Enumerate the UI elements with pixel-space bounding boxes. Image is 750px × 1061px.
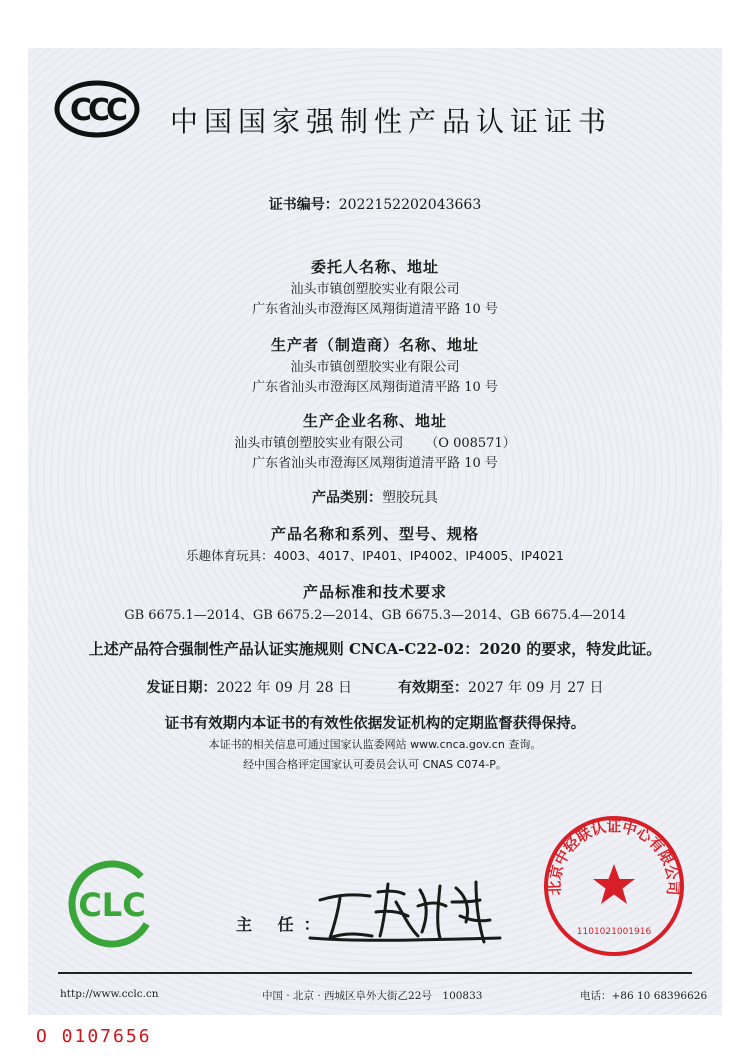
expiry-date-value: 2027 年 09 月 27 日 xyxy=(468,680,604,696)
ccc-logo xyxy=(54,80,140,138)
factory-code: （O 008571） xyxy=(425,436,516,451)
director-label: 主 任： xyxy=(236,915,330,934)
standards-value: GB 6675.1—2014、GB 6675.2—2014、GB 6675.3—2014、GB 6675.4—2014 xyxy=(124,608,626,623)
seal-code: 1101021001916 xyxy=(576,927,652,937)
footer-divider xyxy=(58,972,692,974)
serial-number: O 0107656 xyxy=(36,1026,152,1047)
ccc-logo-text: CCC xyxy=(69,93,125,128)
declaration: 上述产品符合强制性产品认证实施规则 CNCA-C22-02：2020 的要求，特发此证。 xyxy=(88,640,662,658)
factory-address: 广东省汕头市澄海区凤翔街道清平路 10 号 xyxy=(252,456,498,471)
dates-line xyxy=(40,677,710,697)
product-heading: 产品名称和系列、型号、规格 xyxy=(270,525,479,543)
product-models: 乐趣体育玩具：4003、4017、IP401、IP4002、IP4005、IP4021 xyxy=(186,548,564,563)
expiry-date-label: 有效期至： xyxy=(398,680,468,696)
note-cnas: 经中国合格评定国家认可委员会认可 CNAS C074-P。 xyxy=(243,758,507,771)
certificate-number-value: 2022152202043663 xyxy=(338,197,482,213)
applicant-name: 汕头市镇创塑胶实业有限公司 xyxy=(290,282,460,297)
product-category-value: 塑胶玩具 xyxy=(382,490,438,506)
factory-name: 汕头市镇创塑胶实业有限公司 xyxy=(234,436,404,451)
manufacturer-name: 汕头市镇创塑胶实业有限公司 xyxy=(290,360,460,375)
director-signature xyxy=(300,872,530,952)
seal-ring-text: 北京中轻联认证中心有限公司 xyxy=(547,819,681,896)
clc-logo xyxy=(66,858,158,950)
clc-logo-text: CLC xyxy=(78,886,146,924)
official-seal xyxy=(540,812,688,960)
footer-phone: 电话：+86 10 68396626 xyxy=(580,990,708,1002)
manufacturer-heading: 生产者（制造商）名称、地址 xyxy=(270,336,479,354)
footer-website: http://www.cclc.cn xyxy=(60,988,159,1000)
applicant-heading: 委托人名称、地址 xyxy=(310,258,439,276)
issue-date-value: 2022 年 09 月 28 日 xyxy=(216,680,352,696)
note-website: 本证书的相关信息可通过国家认监委网站 www.cnca.gov.cn 查询。 xyxy=(208,738,542,751)
footer-address: 中国 · 北京 · 西城区阜外大街乙22号 100833 xyxy=(262,990,483,1002)
supervision-statement: 证书有效期内本证书的有效性依据发证机构的定期监督获得保持。 xyxy=(164,715,586,732)
standards-heading: 产品标准和技术要求 xyxy=(302,583,447,601)
issue-date-label: 发证日期： xyxy=(146,680,217,696)
factory-heading: 生产企业名称、地址 xyxy=(302,412,447,430)
product-category-label: 产品类别： xyxy=(312,490,382,506)
certificate-title: 中国国家强制性产品认证证书 xyxy=(170,105,613,138)
manufacturer-address: 广东省汕头市澄海区凤翔街道清平路 10 号 xyxy=(252,380,498,395)
product-category xyxy=(40,487,710,507)
certificate-number-label: 证书编号： xyxy=(268,197,339,213)
factory-name-line xyxy=(40,432,710,451)
certificate-number xyxy=(40,194,710,214)
applicant-address: 广东省汕头市澄海区凤翔街道清平路 10 号 xyxy=(252,302,498,317)
